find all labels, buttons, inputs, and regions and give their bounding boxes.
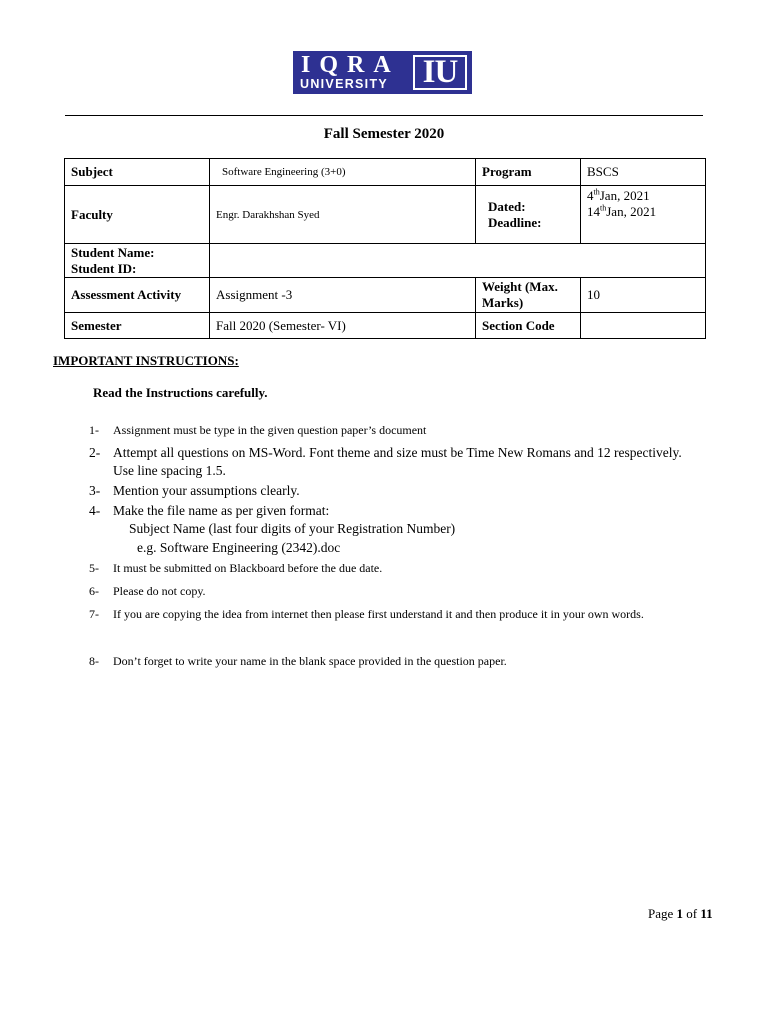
weight-value: 10	[581, 278, 706, 313]
file-name-format: Subject Name (last four digits of your Registration Number)	[129, 521, 456, 536]
header-divider	[65, 115, 703, 116]
dated-label: Dated:	[488, 198, 526, 214]
student-name-label: Student Name:	[71, 244, 155, 260]
section-code-value[interactable]	[581, 313, 706, 339]
assignment-info-table	[64, 158, 706, 339]
student-value[interactable]	[210, 244, 706, 278]
logo-word-university: UNIVERSITY	[300, 77, 389, 91]
dated-deadline-labels	[476, 186, 581, 244]
dated-value: 4thJan, 2021	[587, 187, 650, 203]
faculty-label: Faculty	[65, 186, 210, 244]
program-label: Program	[476, 159, 581, 186]
subject-value: Software Engineering (3+0)	[210, 159, 476, 186]
student-labels	[65, 244, 210, 278]
semester-value: Fall 2020 (Semester- VI)	[210, 313, 476, 339]
section-code-label: Section Code	[476, 313, 581, 339]
weight-label: Weight (Max. Marks)	[476, 278, 581, 313]
dates-value	[581, 186, 706, 244]
activity-label: Assessment Activity	[65, 278, 210, 313]
read-instructions-note: Read the Instructions carefully.	[93, 385, 268, 400]
semester-label: Semester	[65, 313, 210, 339]
semester-title: Fall Semester 2020	[323, 126, 445, 142]
file-name-example: e.g. Software Engineering (2342).doc	[137, 540, 341, 555]
subject-label: Subject	[65, 159, 210, 186]
page-number: Page 1 of 11	[648, 906, 713, 921]
deadline-value: 14thJan, 2021	[587, 203, 657, 219]
logo-word-iqra: IQRA	[301, 52, 400, 78]
faculty-value: Engr. Darakhshan Syed	[210, 186, 476, 244]
activity-value: Assignment -3	[210, 278, 476, 313]
student-id-label: Student ID:	[71, 260, 137, 276]
logo-mark-iu: IU	[413, 55, 467, 90]
iqra-university-logo	[293, 51, 472, 94]
deadline-label: Deadline:	[488, 214, 542, 230]
instructions-heading: IMPORTANT INSTRUCTIONS:	[53, 353, 239, 368]
program-value: BSCS	[581, 159, 706, 186]
